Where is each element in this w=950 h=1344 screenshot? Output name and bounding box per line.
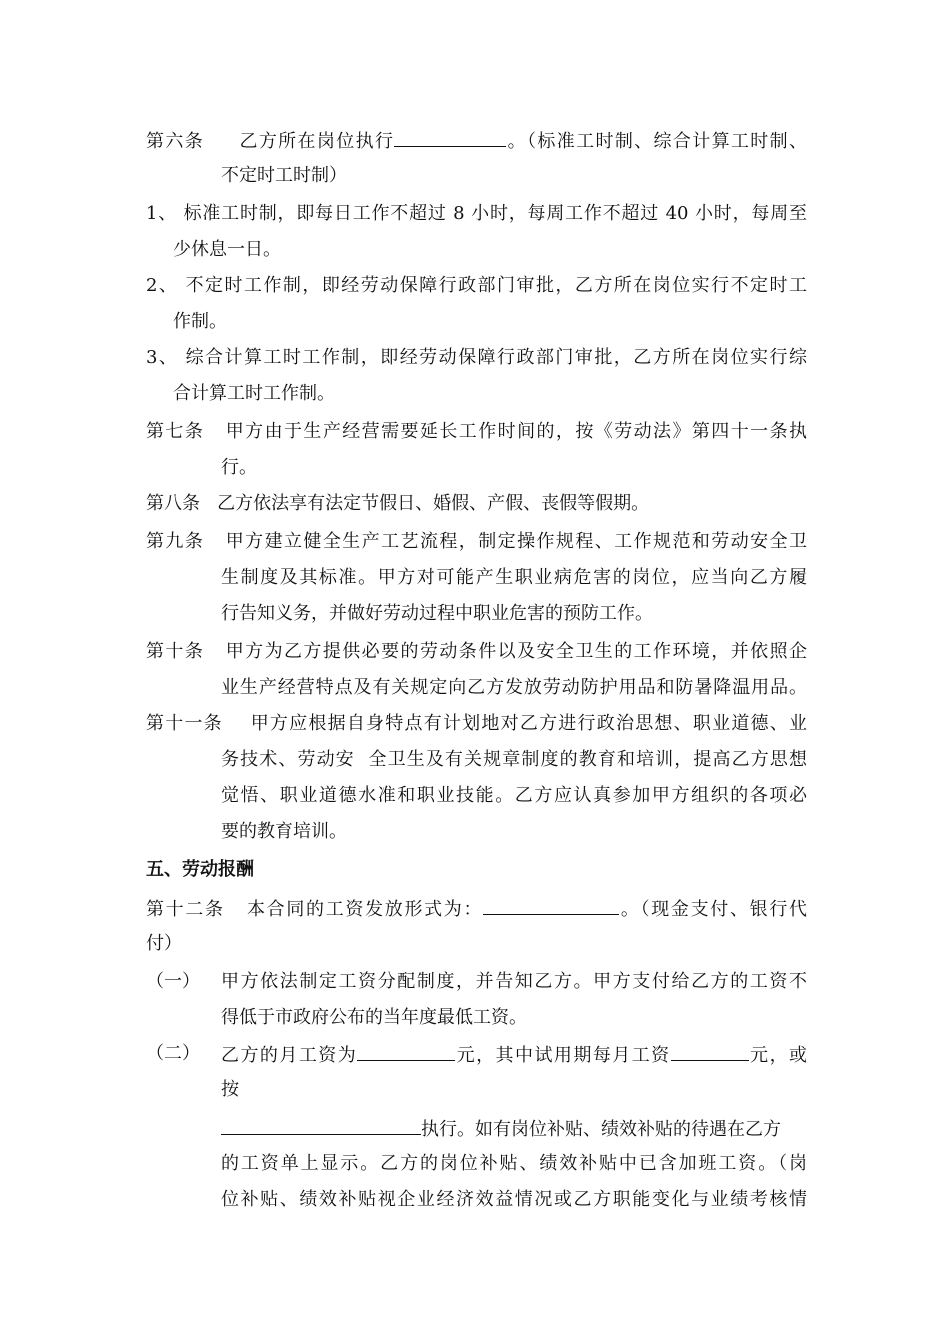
- sub-2-number: （二）: [146, 1043, 200, 1064]
- item-2-line-1: 2、 不定时工作制，即经劳动保障行政部门审批，乙方所在岗位实行不定时工: [146, 275, 807, 296]
- section-5-heading: 五、劳动报酬: [146, 859, 254, 880]
- sub-1-line-1: 甲方依法制定工资分配制度，并告知乙方。甲方支付给乙方的工资不: [221, 971, 807, 992]
- article-10-line-1: 第十条 甲方为乙方提供必要的劳动条件以及安全卫生的工作环境，并依照企: [146, 641, 808, 662]
- item-3-line-1: 3、 综合计算工时工作制，即经劳动保障行政部门审批，乙方所在岗位实行综: [146, 347, 807, 368]
- article-10-line-2: 业生产经营特点及有关规定向乙方发放劳动防护用品和防暑降温用品。: [221, 677, 807, 698]
- payment-method-blank[interactable]: [483, 896, 619, 915]
- article-9-label: 第九条: [146, 531, 205, 552]
- sub-1-line-2: 得低于市政府公布的当年度最低工资。: [221, 1007, 527, 1028]
- article-7-line-1: 第七条 甲方由于生产经营需要延长工作时间的，按《劳动法》第四十一条执: [146, 421, 808, 442]
- article-9-line-1: 第九条 甲方建立健全生产工艺流程，制定操作规程、工作规范和劳动安全卫: [146, 531, 808, 552]
- article-7-line-2: 行。: [221, 457, 257, 478]
- article-7-label: 第七条: [146, 421, 205, 442]
- item-3-line-2: 合计算工时工作制。: [173, 383, 335, 404]
- item-1-line-1: 1、 标准工时制，即每日工作不超过 8 小时，每周工作不超过 40 小时，每周至: [146, 203, 807, 224]
- sub-2-line-2: 按: [221, 1079, 239, 1100]
- article-11-line-3: 觉悟、职业道德水准和职业技能。乙方应认真参加甲方组织的各项必: [221, 785, 807, 806]
- monthly-salary-blank[interactable]: [357, 1042, 455, 1061]
- sub-2-line-5: 位补贴、绩效补贴视企业经济效益情况或乙方职能变化与业绩考核情: [221, 1189, 807, 1210]
- article-6-label: 第六条: [146, 131, 205, 152]
- probation-salary-blank[interactable]: [671, 1042, 749, 1061]
- work-hours-blank[interactable]: [394, 128, 506, 147]
- article-8-label: 第八条: [146, 493, 200, 514]
- article-8-line-1: 第八条 乙方依法享有法定节假日、婚假、产假、丧假等假期。: [146, 493, 650, 514]
- sub-2-line-1: 乙方的月工资为 元，其中试用期每月工资 元，或: [221, 1042, 807, 1068]
- sub-1-number: （一）: [146, 971, 200, 992]
- article-9-line-2: 生制度及其标准。甲方对可能产生职业病危害的岗位，应当向乙方履: [221, 567, 807, 588]
- sub-2-line-4: 的工资单上显示。乙方的岗位补贴、绩效补贴中已含加班工资。（岗: [221, 1153, 807, 1174]
- article-11-line-1: 第十一条 甲方应根据自身特点有计划地对乙方进行政治思想、职业道德、业: [146, 713, 808, 734]
- sub-2-line-3: 执行。如有岗位补贴、绩效补贴的待遇在乙方: [221, 1116, 781, 1142]
- article-12-line-2: 付）: [146, 933, 182, 954]
- article-6-line-2: 不定时工时制）: [221, 165, 347, 186]
- article-12-label: 第十二条: [146, 899, 225, 920]
- article-6-line-1: 第六条 乙方所在岗位执行 。（标准工时制、综合计算工时制、: [146, 128, 807, 154]
- salary-standard-blank[interactable]: [221, 1116, 421, 1135]
- article-11-line-4: 要的教育培训。: [221, 821, 347, 842]
- item-1-line-2: 少休息一日。: [173, 239, 281, 260]
- article-10-label: 第十条: [146, 641, 205, 662]
- article-11-label: 第十一条: [146, 713, 223, 734]
- article-11-line-2: 务技术、劳动安 全卫生及有关规章制度的教育和培训，提高乙方思想: [221, 749, 807, 770]
- article-12-line-1: 第十二条 本合同的工资发放形式为： 。（现金支付、银行代: [146, 896, 807, 922]
- article-9-line-3: 行告知义务，并做好劳动过程中职业危害的预防工作。: [221, 603, 653, 624]
- item-2-line-2: 作制。: [173, 311, 227, 332]
